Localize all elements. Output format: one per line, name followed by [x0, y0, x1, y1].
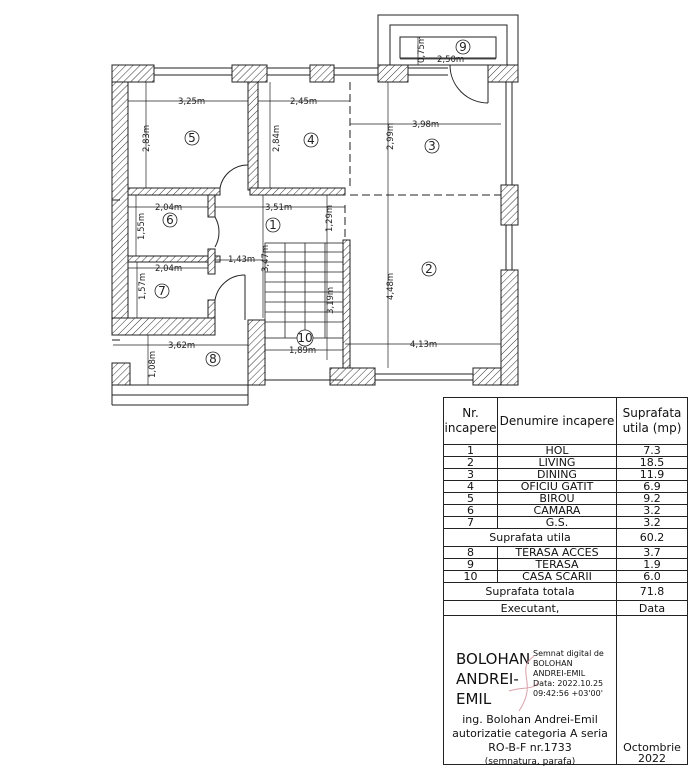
- table-row: [444, 517, 688, 529]
- room-markers: [155, 40, 470, 366]
- cell-area: 6.9: [617, 481, 688, 493]
- cell-name: TERASA ACCES: [498, 547, 617, 559]
- dim-label: 1,89m: [289, 346, 317, 356]
- cell-name: G.S.: [498, 517, 617, 529]
- signer-name-line: EMIL: [456, 690, 492, 708]
- room-number: 9: [459, 40, 467, 54]
- dim-label: 3,47m: [261, 244, 271, 272]
- dim-label: 1,55m: [137, 212, 147, 240]
- cell-area: 1.9: [617, 559, 688, 571]
- cell-area: 3.2: [617, 505, 688, 517]
- digital-line: BOLOHAN: [533, 659, 573, 668]
- room-number: 10: [297, 331, 313, 345]
- door-icon: [215, 275, 245, 300]
- cell-nr: 6: [444, 505, 498, 517]
- room-number: 7: [158, 284, 166, 298]
- subtotal-row: [444, 529, 688, 547]
- header-area: Suprafata utila (mp): [617, 398, 688, 445]
- date-label: Data: [617, 601, 688, 616]
- cell-name: TERASA: [498, 559, 617, 571]
- engineer-authorization: autorizatie categoria A seria: [452, 727, 608, 740]
- signature-note: (semnatura, parafa): [484, 757, 576, 766]
- cell-area: 3.2: [617, 517, 688, 529]
- digital-line: Data: 2022.10.25: [533, 679, 604, 688]
- door-icon: [215, 217, 219, 247]
- cell-area: 9.2: [617, 493, 688, 505]
- cell-nr: 7: [444, 517, 498, 529]
- executant-label: Executant,: [444, 601, 617, 616]
- cell-nr: 10: [444, 571, 498, 583]
- dim-label: 2,50m: [437, 55, 465, 65]
- cell-nr: 1: [444, 445, 498, 457]
- room-number: 6: [166, 213, 174, 227]
- dim-label: 4,13m: [410, 340, 438, 350]
- digital-line: Semnat digital de: [533, 649, 604, 658]
- table-row: [444, 481, 688, 493]
- table-row: [444, 445, 688, 457]
- dim-label: 3,62m: [168, 341, 196, 351]
- subtotal-label: Suprafata utila: [444, 529, 617, 547]
- dim-label: 3,51m: [265, 203, 293, 213]
- cell-name: LIVING: [498, 457, 617, 469]
- room-number: 2: [425, 262, 433, 276]
- room-number: 3: [428, 139, 436, 153]
- cell-area: 11.9: [617, 469, 688, 481]
- table-row: [444, 547, 688, 559]
- table-row: [444, 571, 688, 583]
- signer-name-line: ANDREI-: [456, 670, 519, 688]
- table-row: [444, 505, 688, 517]
- room-number: 8: [209, 352, 217, 366]
- signature-row: [444, 616, 688, 765]
- dim-label: 2,04m: [155, 264, 183, 274]
- signer-name-line: BOLOHAN: [456, 650, 531, 668]
- cell-nr: 5: [444, 493, 498, 505]
- table-row: [444, 493, 688, 505]
- engineer-name: ing. Bolohan Andrei-Emil: [462, 713, 598, 726]
- dim-label: 1,29m: [325, 204, 335, 232]
- cell-name: BIROU: [498, 493, 617, 505]
- dim-label: 2,84m: [272, 124, 282, 152]
- total-value: 71.8: [617, 583, 688, 601]
- dim-label: 0,75m: [417, 35, 427, 63]
- cell-nr: 3: [444, 469, 498, 481]
- total-row: [444, 583, 688, 601]
- executant-row: [444, 601, 688, 616]
- cell-nr: 2: [444, 457, 498, 469]
- digital-line: ANDREI-EMIL: [533, 669, 586, 678]
- table-row: [444, 457, 688, 469]
- cell-nr: 8: [444, 547, 498, 559]
- dim-label: 3,19m: [326, 286, 336, 314]
- door-icon: [450, 65, 488, 103]
- room-number: 4: [307, 133, 315, 147]
- dim-label: 3,98m: [412, 120, 440, 130]
- dim-label: 1,43m: [228, 255, 256, 265]
- cell-name: DINING: [498, 469, 617, 481]
- cell-area: 18.5: [617, 457, 688, 469]
- room-area-table: [443, 397, 688, 765]
- dim-label: 2,99m: [386, 122, 396, 150]
- cell-name: CASA SCARII: [498, 571, 617, 583]
- table-header: [444, 398, 688, 445]
- header-name: Denumire incapere: [498, 398, 617, 445]
- cell-nr: 4: [444, 481, 498, 493]
- dim-label: 1,57m: [138, 272, 148, 300]
- dim-label: 3,25m: [178, 97, 206, 107]
- dim-label: 2,83m: [142, 124, 152, 152]
- subtotal-value: 60.2: [617, 529, 688, 547]
- dim-label: 1,08m: [148, 350, 158, 378]
- room-number: 1: [269, 218, 277, 232]
- cell-name: CAMARA: [498, 505, 617, 517]
- engineer-info: [444, 713, 616, 766]
- open-partitions: [345, 82, 501, 240]
- dim-label: 4,48m: [386, 272, 396, 300]
- cell-name: OFICIU GATIT: [498, 481, 617, 493]
- total-label: Suprafata totala: [444, 583, 617, 601]
- dim-label: 2,04m: [155, 203, 183, 213]
- cell-nr: 9: [444, 559, 498, 571]
- cell-name: HOL: [498, 445, 617, 457]
- cell-area: 7.3: [617, 445, 688, 457]
- table-row: [444, 559, 688, 571]
- door-icon: [220, 165, 248, 188]
- header-nr: Nr. incapere: [444, 398, 498, 445]
- digital-line: 09:42:56 +03'00': [533, 689, 603, 698]
- table-row: [444, 469, 688, 481]
- room-number: 5: [188, 131, 196, 145]
- dim-label: 2,45m: [290, 97, 318, 107]
- engineer-serial: RO-B-F nr.1733: [488, 741, 572, 754]
- signature-cell: [444, 616, 617, 765]
- date-value: Octombrie 2022: [617, 616, 688, 765]
- cell-area: 3.7: [617, 547, 688, 559]
- cell-area: 6.0: [617, 571, 688, 583]
- digital-signature-info: [533, 649, 604, 699]
- room-numbers: [158, 40, 467, 366]
